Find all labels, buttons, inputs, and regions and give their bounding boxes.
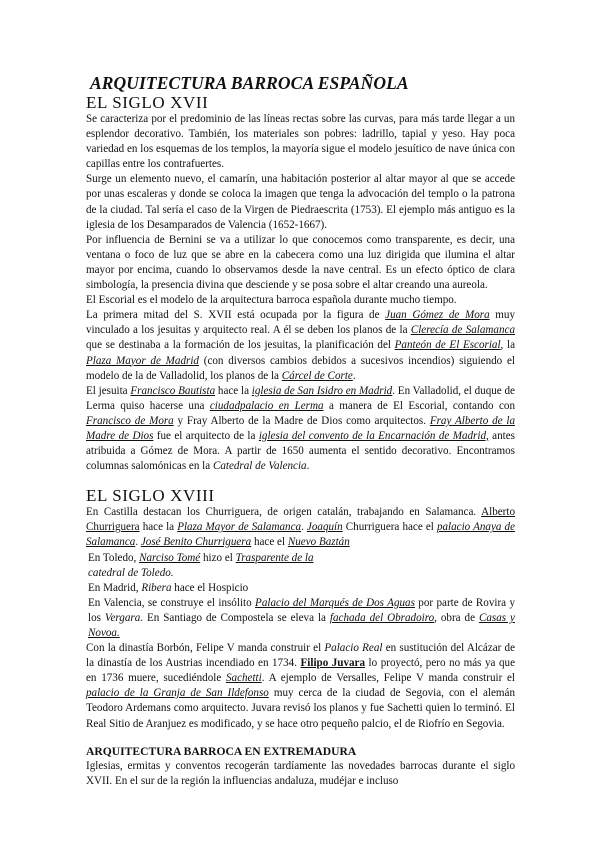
text: y Fray Alberto de la Madre de Dios como arquitectos. <box>173 414 430 427</box>
link-fachada-obradoiro[interactable]: fachada del Obradoiro <box>329 611 435 624</box>
text: hace el Hospicio <box>171 581 249 594</box>
paragraph-siglo-xvii-4: El Escorial es el modelo de la arquitectura barroca española durante mucho tiempo. <box>86 294 457 307</box>
link-filipo-juvara[interactable]: Filipo Juvara <box>300 657 366 670</box>
link-nuevo-baztan[interactable]: Nuevo Baztán <box>287 536 350 549</box>
palacio-real: Palacio Real <box>324 642 383 655</box>
text: En Toledo, <box>88 551 140 564</box>
section-heading-extremadura: ARQUITECTURA BARROCA EN EXTREMADURA <box>86 744 357 758</box>
paragraph-siglo-xviii-2b <box>86 566 515 581</box>
paragraph-siglo-xvii-2: Surge un elemento nuevo, el camarín, una habitación posterior al altar mayor al que se accede por unas escaleras y donde se coloca la imagen que tenga la advocación del templo o la patrona de la ciudad. Tal sería el caso de la Virgen de Piedraescrita (1753). El ejemplo más antiguo es la iglesia de los Desamparados de Valencia (1652-1667). <box>86 173 515 231</box>
section-heading-siglo-xviii: EL SIGLO XVIII <box>86 486 215 506</box>
text: . <box>301 521 307 534</box>
link-palacio-anaya[interactable]: palacio Anaya de Salamanca <box>86 521 515 549</box>
link-trasparente[interactable]: Trasparente de la <box>235 551 314 564</box>
link-clerecia-de-salamanca[interactable]: Clerecía de Salamanca <box>410 324 515 337</box>
link-francisco-de-mora[interactable]: Francisco de Mora <box>86 414 174 427</box>
text: fue el arquitecto de la <box>153 429 259 442</box>
text: . En Santiago de Compostela se eleva la <box>140 611 330 624</box>
text: muy cerca de la ciudad de Segovia, con el alemán Teodoro Ardemans como arquitecto. Juvara revisó los planos y fue Sachetti quien lo terminó. El Real Sitio de Aranjuez es modificado, y se hace otro pequeño palcio, el de Riofrío en Segovia. <box>86 687 516 730</box>
text: Churriguera hace el <box>342 521 437 534</box>
text: En Madrid, <box>88 581 142 594</box>
link-narciso-tome[interactable]: Narciso Tomé <box>139 551 201 564</box>
link-jose-benito-churriguera[interactable]: José Benito Churriguera <box>140 536 252 549</box>
text: . <box>352 369 356 382</box>
link-casas-y-novoa[interactable]: Casas y Novoa. <box>88 611 515 639</box>
link-joaquin[interactable]: Joaquín <box>306 521 343 534</box>
text: hizo el <box>200 551 236 564</box>
link-plaza-mayor-de-madrid[interactable]: Plaza Mayor de Madrid <box>86 354 199 367</box>
text: muy vinculado a los jesuitas y arquitecto real. A él se deben los planos de la <box>86 309 516 337</box>
text: hace la <box>139 521 178 534</box>
document-body <box>86 73 515 789</box>
text: hace la <box>215 384 252 397</box>
text: en sustitución del Alcázar de la dinastía de los Austrias incendiado en 1734. <box>86 642 516 670</box>
text: . A ejemplo de Versalles, Felipe V manda construir el <box>261 672 515 685</box>
link-palacio-granja[interactable]: palacio de la Granja de San Ildefonso <box>86 687 269 700</box>
catedral-de-valencia: Catedral de Valencia <box>212 460 307 473</box>
text: por parte de Rovira y los <box>88 596 515 624</box>
link-francisco-bautista[interactable]: Francisco Bautista <box>130 384 216 397</box>
text: En Valencia, se construye el insólito <box>88 596 256 609</box>
link-ciudad-palacio-lerma[interactable]: ciudadpalacio en Lerma <box>209 399 324 412</box>
text: . <box>135 536 141 549</box>
vergara: Vergara <box>104 611 141 624</box>
text: , obra de <box>434 611 479 624</box>
text: . En Valladolid, el duque de Lerma quiso hacerse una <box>86 384 515 412</box>
text: a manera de El Escorial, contando con <box>323 399 515 412</box>
link-fray-alberto[interactable]: Fray Alberto de la Madre de Dios <box>86 414 515 442</box>
spacer <box>86 732 515 744</box>
text: hace el <box>251 536 288 549</box>
link-carcel-de-corte[interactable]: Cárcel de Corte <box>281 369 353 382</box>
text: , la <box>500 339 515 352</box>
text: . <box>306 460 310 473</box>
link-sachetti[interactable]: Sachetti <box>225 672 262 685</box>
paragraph-siglo-xviii-1 <box>86 505 515 550</box>
link-plaza-mayor-salamanca[interactable]: Plaza Mayor de Salamanca <box>177 521 302 534</box>
text: La primera mitad del S. XVII está ocupada por la figura de <box>86 309 386 322</box>
link-juan-gomez-de-mora[interactable]: Juan Gómez de Mora <box>385 309 490 322</box>
paragraph-siglo-xvii-6 <box>86 384 515 475</box>
paragraph-siglo-xvii-5 <box>86 308 515 383</box>
paragraph-siglo-xvii-1: Se caracteriza por el predominio de las líneas rectas sobre las curvas, para más tarde llegar a un esplendor decorativo. También, los materiales son pobres: ladrillo, tapial y yeso. Hay poca variedad en los esquemas de los templos, la mayoría sigue el modelo jesuítico de nave única con capillas entre los contrafuertes. <box>86 113 515 171</box>
link-palacio-marques-dos-aguas[interactable]: Palacio del Marqués de Dos Aguas <box>255 596 415 609</box>
text: que se destinaba a la formación de los jesuitas, la planificación del <box>86 339 395 352</box>
text: En Castilla destacan los Churriguera, de origen catalán, trabajando en Salamanca. <box>86 506 482 519</box>
text: Con la dinastía Borbón, Felipe V manda construir el <box>86 642 325 655</box>
paragraph-siglo-xviii-3 <box>86 581 515 596</box>
paragraph-siglo-xviii-5 <box>86 641 515 732</box>
link-alberto-churriguera[interactable]: Alberto Churriguera <box>86 506 515 534</box>
link-panteon-de-el-escorial[interactable]: Panteón de El Escorial <box>394 339 501 352</box>
text: (con diversos cambios debidos a sucesivos incendios) siguiendo el modelo de la de Valladolid, los planos de la <box>86 354 516 382</box>
link-catedral-de-toledo[interactable]: catedral de Toledo. <box>88 566 174 579</box>
paragraph-siglo-xvii-3: Por influencia de Bernini se va a utilizar lo que conocemos como transparente, es decir, una ventana o foco de luz que se abre en la cabecera como una luz dirigida que ilumina el altar mayor por encima, cuando lo observamos desde la nave central. Es un efecto óptico de clara simbología, la presencia divina que desciende y se posa sobre el altar creando una aureola. <box>86 233 515 292</box>
ribera: Ribera <box>141 581 172 594</box>
paragraph-siglo-xviii-2 <box>86 551 515 566</box>
paragraph-siglo-xviii-4 <box>86 596 515 641</box>
section-heading-siglo-xvii: EL SIGLO XVII <box>86 93 209 112</box>
link-iglesia-san-isidro[interactable]: iglesia de San Isidro en Madrid <box>251 384 393 397</box>
paragraph-extremadura-1: Iglesias, ermitas y conventos recogerán tardíamente las novedades barrocas durante el siglo XVII. En el sur de la región la influencias andaluza, mudéjar e incluso <box>86 759 515 787</box>
text: lo proyectó, pero no más ya que en 1736 muere, sucediéndole <box>86 657 516 685</box>
text: antes atribuida a Gómez de Mora. A partir de 1650 aumenta el sentido decorativo. Encontramos columnas salomónicas en la <box>86 429 515 473</box>
text: El jesuita <box>86 384 131 397</box>
spacer <box>86 474 515 486</box>
link-iglesia-encarnacion[interactable]: iglesia del convento de la Encarnación de Madrid, <box>258 429 489 442</box>
document-title: ARQUITECTURA BARROCA ESPAÑOLA <box>90 73 409 93</box>
